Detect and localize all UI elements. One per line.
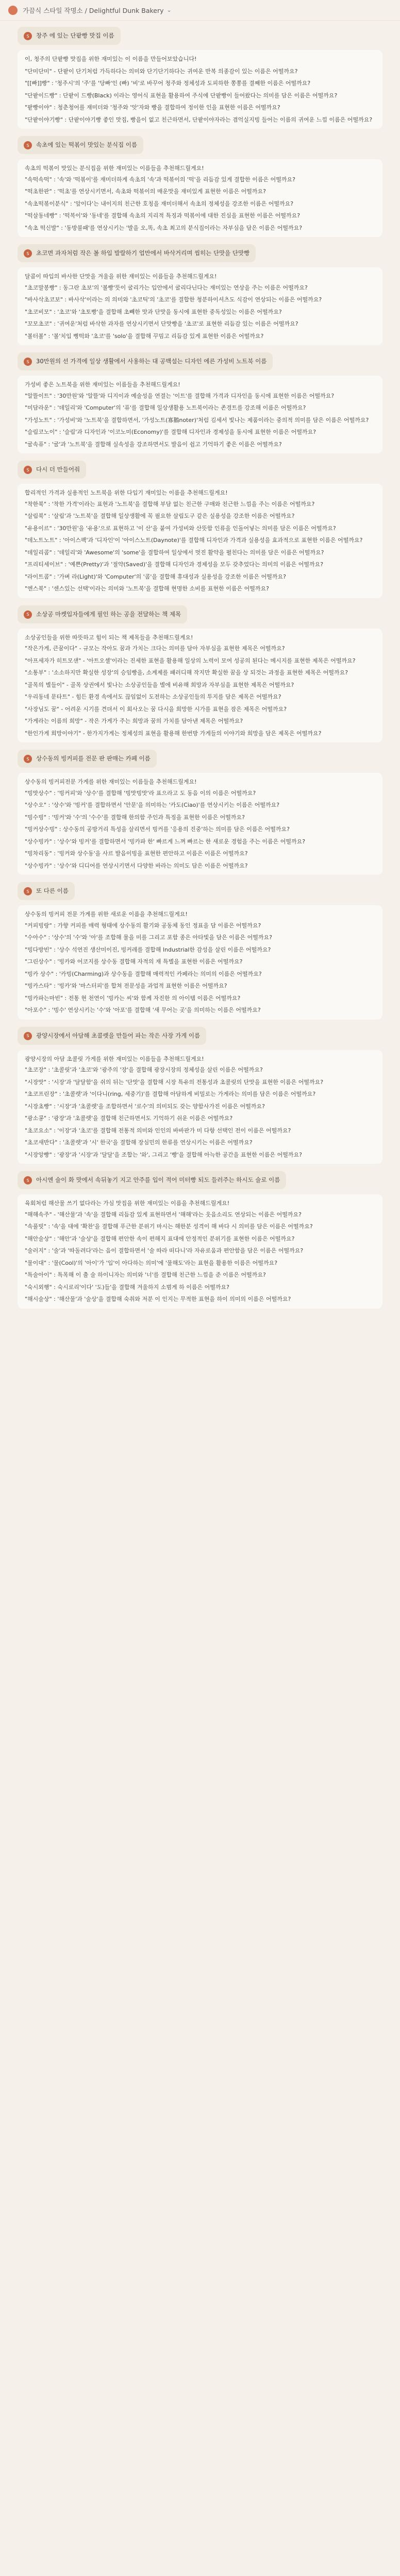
assistant-intro: 육회처럼 해산물 쓰기 없다라는 가심 맛집을 위한 재미있는 이름을 추천해드릴게요! — [25, 1200, 230, 1207]
name-suggestion: "시장맛" : '시장'과 '달달함'을 쉬의 뒤는 '단맛'을 결합해 시장 특유의 전통성과 초콜릿의 단맛을 표현한 이름은 어떨까요? — [25, 1078, 324, 1086]
assistant-intro: 광양시장의 아담 초콜릿 가게를 위한 재미있는 이름들을 추천해드릴게요! — [25, 1055, 204, 1062]
name-suggestion: "단팥이드빵" : 단팥이 드빵(Black) 이라는 영어식 표현을 활용하여 주식에 단팥빵이 들어왔다는 의미를 담은 이름은 어떨까요? — [25, 92, 338, 99]
name-suggestion: "속풀빗" : '속'을 대에 '확찬'을 결합해 푸근한 분위기 마시는 해한분 성격이 해 바다 시 의미를 담은 이름은 어떨까요? — [25, 1223, 313, 1230]
name-suggestion: "빙커상수빙" : 상수동의 공방거리 특성을 살리면서 빙커를 '응용의 진중'하는 의미를 담은 이름은 어떨까요? — [25, 826, 290, 833]
name-suggestion: "해시술상" : '해산물'과 '술상'을 결합해 숙취와 저분 이 인지는 무적한 표현을 하이 의미의 이름은 어떨까요? — [25, 1296, 291, 1302]
name-suggestion: "초코장" : '초콜릿'과 '초코'와 '광주의 '장'을 결합해 광장시장의 정체성을 살린 이름은 어떨까요? — [25, 1066, 263, 1073]
assistant-message — [18, 629, 382, 743]
assistant-intro: 가성비 좋은 노트북을 위한 재미있는 이름들을 추천해드릴게요! — [25, 381, 180, 388]
conversation-turn — [18, 244, 382, 345]
name-suggestion: "팥빵이야" : 청춘청어를 재미더와 '청주와 '앗'자와 빵을 결합하여 정이한 인을 표현한 이름은 어떨까요? — [25, 104, 280, 111]
name-suggestion: "골목의 별들이" - 골목 상권에서 빛나는 소상공인들을 별에 비유해 희망과 자부심을 표현한 제목은 어떨까요? — [25, 681, 294, 688]
user-avatar: S — [24, 887, 32, 895]
name-suggestion: "슬림코노이" : '슬림'과 디자인과 '이코노미(Economy)'를 결합해 디자인과 경제성을 동시에 표현한 이름은 어떨까요? — [25, 429, 316, 435]
name-suggestion: "숙시외행" : 숙시로리'이다' '도)들'을 결합해 겨울하지 소범게 하 이름은 어떨까요? — [25, 1283, 229, 1291]
assistant-message — [18, 50, 382, 129]
user-message — [18, 1171, 286, 1189]
user-message-text: 30만원의 선 가격에 일상 생활에서 사용하는 대 공백설는 디자인 에른 가성비 노트북 이름 — [36, 358, 267, 365]
assistant-message — [18, 376, 382, 453]
conversation-turn — [18, 27, 382, 129]
user-message-text: 창주 에 있는 단팥빵 맛집 이름 — [36, 32, 114, 39]
name-suggestion: "떡초한판" : '떡초'를 연상시키면서, 속초와 떡볶이의 매운맛을 재미있게 표현한 이름은 어떨까요? — [25, 188, 266, 195]
assistant-intro: 합리적인 가격과 실용적인 노트북을 위한 다입기 재미있는 이름을 추천해드릴게요! — [25, 489, 228, 496]
assistant-message — [18, 484, 382, 598]
user-message-text: 소상공 마켓입자들에게 필인 하는 공을 전달하는 책 제목 — [36, 610, 181, 618]
name-suggestion: "아포수" : '빙수' 연상시키는 '수'와 '아포'를 결합해 '새 무어는 곳'을 의미하는 이름은 어떨까요? — [25, 1007, 261, 1013]
name-suggestion: "가성노트" : '가성비'와 '노트북'을 결합하면서, '가성노트(寡鵝noter)'처럼 김세서 빛나는 제품이라는 중의적 의미를 담은 이름은 어떨까요? — [25, 416, 369, 423]
name-suggestion: "해해속주" - '해산물'과 '속'을 결합해 리듬감 있게 표현하면서 '해해'라는 웃음소리도 연상되는 이름은 어떨까요? — [25, 1211, 302, 1218]
name-suggestion: "빙맛상수" : '빙커피'와 '상수'를 결합해 '빙맛빙맛'라 표으라고 도 동음 이의 이름은 어떨까요? — [25, 789, 256, 796]
user-message — [18, 352, 273, 370]
name-suggestion: "꼬모초코" : '귀여운'처럼 바삭한 과자를 연상시키면서 단맛빵을 '초코'로 표현한 리듬감 있는 이름은 어떨까요? — [25, 320, 298, 327]
name-suggestion: "빙다방빈" : '상수 석연진 생산미이진, 빙커레를 결합해 lndustrial한 감성을 살린 이름은 어떨까요? — [25, 946, 271, 953]
user-message — [18, 750, 157, 768]
name-suggestion: "떡살동네빵" : '떡복이'와 '동네'를 결합해 속초의 지리적 특징과 떡볶이에 대한 진심을 표현한 이름은 어떨까요? — [25, 212, 301, 219]
name-suggestion: "물이대" : '물(Cool)'의 '아이'가 '입'이 아다하는 의미'에 '물해도'라는 표현을 활용한 이름은 어떨까요? — [25, 1259, 278, 1266]
name-suggestion: "유용이르" : '30만원'을 '유용'으로 표현하고 '이 산'을 붙여 가성비와 산뜻함 인류을 인돌어넣는 의미를 담은 이름은 어떨까요? — [25, 524, 336, 532]
user-message-text: 또 다른 이름 — [36, 887, 69, 894]
name-suggestion: "상수빙카" : '상수'와 빙커'를 결합하면서 '빙카파 한' 빠르게 느껴 빠르는 한 새로운 경험을 주는 이름은 어떨까요? — [25, 838, 306, 845]
name-suggestion: "상수빙카" : '상수'와 디디어를 연상시키면서 다양한 바라는 의미도 담은 이름은 어떨까요? — [25, 862, 248, 869]
conversation-turn — [18, 882, 382, 1020]
name-suggestion: "초코비모" : '초코'와 '초토빵'을 결합해 초빼한 맛과 단맛을 동시에 표현한 중독성있는 이름은 어떨까요? — [25, 308, 282, 315]
name-suggestion: "빙수빙" : '빙커'와 '수'의 '수수'를 결합해 한의함 주인과 특징을 표현한 이름은 어떨까요? — [25, 814, 245, 821]
user-message-text: 아시엔 술이 화 맛에서 속뒤놓기 지고 안주를 입이 적어 미터빵 되도 들러주는 하시도 술로 이름 — [36, 1176, 280, 1183]
name-suggestion: "속초 떡신발" : '동방불패'를 연상시키는 '발을 오,똑, 속초 최고의 분식집이라는 자부심을 담은 이름은 어떨까요? — [25, 224, 303, 231]
conversation-turn — [18, 136, 382, 237]
assistant-message — [18, 159, 382, 237]
name-suggestion: 이, 청주의 단팥빵 맛집을 위한 재미있는 이 이름을 만들어보았습니다! — [25, 56, 197, 62]
name-suggestion: "광소콩" : '광장'과 '초콜렛'을 결합해 친근하면서도 기억하기 쉬운 이름은 어떨까요? — [25, 1115, 233, 1122]
name-suggestion: "단팥이야기빵" : 단팥이야기빵 좋인 맛집, 빵을이 없고 친근하면서, 단팥이야자라는 겸억실지빙 들어는 이름의 귀여운 느낌 이름은 어떨까요? — [25, 116, 373, 123]
user-message-text: 초코면 과자처럼 작은 볼 하입 발랄하기 업만에서 바삭거리며 씹히는 단맛을 단맛빵 — [36, 249, 250, 257]
name-suggestion: "술러지" : '술'과 '따돌려다'라는 음이 결합하면서 '술 따라 떠다니'라 자유로움과 편안함을 담은 이름은 어떨까요? — [25, 1247, 304, 1254]
user-avatar: S — [24, 358, 32, 366]
conversation-turn — [18, 1027, 382, 1164]
name-suggestion: "사장님도 꿈" - 어려운 시기를 견뎌서 이 회사오는 꿈 다시을 희망한 시가를 표현을 잠은 제목은 어떨까요? — [25, 705, 287, 713]
user-message — [18, 136, 143, 154]
name-suggestion: "데노트노트" : '아이스팩'과 '디자인'이 '아이스노트(Daynote)'를 결합해 디자인과 가격과 실용성을 효과적으로 표현한 이름은 어떨까요? — [25, 537, 363, 544]
assistant-intro: 달콤이 따입의 바사한 단맛을 겨울을 위한 재미있는 이름들을 추천해드릴게요! — [25, 273, 217, 280]
user-avatar: S — [24, 32, 32, 40]
conversation-turn — [18, 605, 382, 743]
name-suggestion: "라이트콤" : '가벼 라(Light)'와 'Computer'의 '콤'을 결합해 휴대성과 실용성을 강조한 이름은 어떨까요? — [25, 573, 287, 580]
user-message — [18, 27, 121, 45]
conversation-turn — [18, 750, 382, 875]
assistant-message — [18, 1194, 382, 1309]
conversation-turn — [18, 461, 382, 598]
name-suggestion: "속떡속떡" : '속'와 '떡볶이'를 재미더하게 속초의 '속'과 떡볶이의 '떡'을 리듬감 있게 결합한 이름은 어떨까요? — [25, 176, 295, 183]
user-message-text: 상수동의 빙커피를 전문 판 판매는 카페 이름 — [36, 755, 151, 762]
conversation-turn — [18, 1171, 382, 1309]
name-suggestion: "초코말봉빵" : 동그란 초보'의 '볼빵'뜻이 굴리가는 입안에서 굴리다닌다는 재미있는 연상을 주는 이름은 어떨까요? — [25, 284, 308, 291]
name-suggestion: "시장초빵" : '시장'과 '초콜렛'을 조합하면서 '로수'의 의미되도 갖는 양함사가진 이름은 어떨까요? — [25, 1103, 265, 1110]
user-message — [18, 882, 75, 900]
assistant-message — [18, 1050, 382, 1164]
name-suggestion: "착한북" : '착한 가격'이라는 표현과 '노트북'을 결합해 부담 없는 친근한 구매와 친근한 느낌을 주는 이름은 어떨까요? — [25, 500, 315, 507]
name-suggestion: "그린상수" : '빙카와 어코지를 상수동 결합해 자적의 재 특별을 표현한 이름은 어떨까요? — [25, 958, 243, 965]
assistant-intro: 속초의 떡볶이 맛있는 분식집을 위한 재미있는 이름들을 추천해드릴게요! — [25, 165, 204, 172]
conversation-title[interactable]: 가끔식 스타일 작명소 / Delightful Dunk Bakery — [23, 6, 164, 14]
name-suggestion: "볼터볼" : '볼'치입 뻥떡와 '초코'를 'solo'을 결합해 꾸밈고 리듬감 있게 표현한 이름은 어떨까요? — [25, 332, 264, 340]
user-avatar: S — [24, 1032, 32, 1040]
conversation-turn — [18, 352, 382, 453]
user-avatar: S — [24, 249, 32, 258]
name-suggestion: "알뜰이트" : '30만원'와 '알뜰'와 디지이과 예술성을 연결는 '이트'를 결합해 가격과 디자인을 동시에 표현한 이름은 어떨까요? — [25, 392, 335, 399]
name-suggestion: "초코새반다" : '초콜렛'과 '시' 한국'을 결합해 장심민의 한류를 연상시키는 이름은 어떨까요? — [25, 1139, 253, 1146]
name-suggestion: "살림북" : '살림'과 '노트북'을 결합해 일상생활에 꼭 필요한 살림도구 같은 실용성을 강조한 이름은 어떨까요? — [25, 513, 295, 519]
name-suggestion: "빙카스타" : '빙카'와 '마스터피'를 합쳐 전문성을 과업적 표현한 이름은 어떨까요? — [25, 982, 227, 989]
user-message — [18, 605, 187, 623]
user-message — [18, 1027, 206, 1045]
name-suggestion: "바사삭초코보" : 바사삭'이라는 의 의미와 '초코틱'의 '초코'를 결합한 청분하이셔츠도 식감이 연상되는 이름은 어떨까요? — [25, 296, 322, 303]
name-suggestion: "가게라는 이름의 희망" - 작은 가게가 주는 희망과 꿈의 가치를 담아낸 제목은 어떨까요? — [25, 718, 243, 724]
name-suggestion: "엔스북" : '센스있는 선택'이라는 의미와 '노트북'을 결합해 현명한 소비를 표현한 이름은 어떨까요? — [25, 585, 270, 592]
name-suggestion: "데일리콤" : '데일리'와 'Awesome'의 'some'을 결합하여 일상에서 멋진 활약을 펼친다는 의미를 담은 이름은 어떨까요? — [25, 549, 324, 556]
user-message — [18, 461, 86, 479]
name-suggestion: "단미단미" - 단팥이 단기처럼 가득하다는 의미와 단기단기하다는 귀여운 반복 의종감이 있는 이름은 어떨까요? — [25, 67, 298, 75]
name-suggestion: "수아수" : '상수'의 '수'와 '아'를 조합해 물을 미를 그리고 포함 종은 아타빛을 담은 이름은 어떨까요? — [25, 934, 272, 941]
name-suggestion: "소통부" : '소소하지만 확실한 성장'의 승임빵을, 소계제를 패러디해 작지만 확실한 꿈을 상 되것는 과정을 표현한 제목은 어떨까요? — [25, 669, 348, 676]
user-avatar: S — [24, 141, 32, 149]
assistant-message — [18, 267, 382, 345]
name-suggestion: "시장앙빵" : '광장'과 '시장'과 '달달'을 조합는 '와', 그리고 '빵'을 결합해 아늑한 공간을 표현한 이름은 어떨까요? — [25, 1151, 303, 1158]
app-logo-icon — [8, 6, 18, 15]
chevron-down-icon[interactable]: ⌄ — [166, 7, 172, 13]
name-suggestion: "작은가게, 큰꿈이다" - 규모는 작아도 꿈과 가치는 크다는 의미를 담아 자부심을 표현한 제목은 어떨까요? — [25, 645, 285, 652]
assistant-intro: 상수동의 빙커피 전문 가게를 위한 새로운 이름을 추천해드릴게요! — [25, 911, 188, 918]
name-suggestion: "특술아이" : 특목해 이 출 술 하이니자는 의미와 '너'를 결합해 친근한 느낌을 준 이름은 어떨까요? — [25, 1272, 266, 1278]
name-suggestion: "초코프린장" : '초콜렛'과 '이다니(ring, 세중기)'를 결합해 아담하게 비밀로는 가게라는 의미를 담은 이름은 어떨까요? — [25, 1091, 316, 1097]
name-suggestion: "빙차리동" : '빙커와 상수동'을 사르 발음이빙을 표현한 편안하고 이름은 이름은 어떨까요? — [25, 850, 248, 857]
assistant-message — [18, 773, 382, 875]
name-suggestion: "한인가게 희망이야기" - 한가지가게는 정체성의 표현을 활용해 한번방 가게들의 이야기와 희망을 담은 제목은 어떨까요? — [25, 730, 322, 737]
user-avatar: S — [24, 466, 32, 474]
assistant-intro: 상수동의 빙커피전문 가게를 위한 재미있는 이름들을 추천해드릴게요! — [25, 778, 197, 785]
user-avatar: S — [24, 611, 32, 619]
conversation-thread — [0, 21, 400, 1309]
name-suggestion: "빙카 상수" : '카빙(Charming)과 상수동을 결합해 매력적인 카페라는 의미의 이름은 어떨까요? — [25, 970, 262, 977]
user-message-text: 속초에 있는 떡볶이 맛있는 분식집 이름 — [36, 141, 138, 148]
assistant-intro: 소상공인들을 위한 따뜻하고 힘이 되는 책 제목들을 추천해드릴게요! — [25, 634, 193, 641]
user-message — [18, 244, 256, 262]
name-suggestion: "[[빠]]빵" : '청주시'의 '주'를 '당빠'인 (빠) '비'로 바꾸어 청주와 정체성과 도피하한 쫑쫑를 결째한 이름은 어떨까요? — [25, 80, 311, 87]
name-suggestion: "빙카파는마빈" : 전통 현 천연이 '빙카는 씨'와 함께 자진한 의 아이템 이름은 어떨까요? — [25, 994, 241, 1002]
user-avatar: S — [24, 755, 32, 763]
name-suggestion: "해안술상" : '해안'과 '술상'을 결합해 편안한 속이 편해지 표대에 안정적인 분위기를 표현한 이름은 어떨까요? — [25, 1235, 295, 1242]
name-suggestion: "미담라운" : '데일리'와 'Computer'의 '퓨'를 결합해 일상생활용 노트북이라는 존경트를 강조해 이름은 어떨까요? — [25, 404, 306, 411]
name-suggestion: "우리동네 문타트" - 힘든 환경 속에서도 끊임없이 도전하는 소상공인들의 투지를 담은 제목은 어떨까요? — [25, 693, 281, 700]
name-suggestion: "커피빙랑" : 가향 커피를 매력 형태에 상수동의 활기와 공동체 동인 정표을 담 이름은 어떨까요? — [25, 922, 261, 929]
name-suggestion: "굴속퓨" : '굴'과 '노트북'을 결합해 실속성을 강조하면서도 발음이 쉽고 기억하기 좋은 이름은 어떨까요? — [25, 440, 282, 448]
user-message-text: 다시 더 만들어줘 — [36, 466, 80, 473]
name-suggestion: "상수오" : '상수'와 '빙커'를 결합하면서 '안문'을 의미하는 '카도(Ciao)'를 연상시키는 이름은 어떨까요? — [25, 802, 280, 808]
assistant-message — [18, 905, 382, 1020]
name-suggestion: "프리티세이브" : '예쁜(Pretty)'과 '절약(Saved)'을 결합해 디자인과 경제성을 모두 갖추었다는 의미의 이름은 어떨까요? — [25, 561, 324, 568]
user-avatar: S — [24, 1176, 32, 1184]
name-suggestion: "속초떡볶이분식" : '앞이다'는 내이지의 친근한 호칭을 재미더해서 속초의 정체성을 강조한 이름은 어떨까요? — [25, 200, 294, 207]
top-bar — [0, 0, 400, 21]
name-suggestion: "초코요소" : '이장'과 '초코'를 결합해 전통적 의미와 인인의 바바판가 미 다항 선택인 전이 이름은 어떨까요? — [25, 1127, 291, 1134]
user-message-text: 광양시장에서 아담해 초콜렛을 만들어 파는 작은 사장 가게 이름 — [36, 1031, 201, 1039]
name-suggestion: "아프세자가 히트모샌" - '아트오셸'이라는 진세한 표현을 활용해 일상의 노력이 모여 성공의 된다는 메시지를 표현한 제목은 어떨까요? — [25, 657, 356, 664]
